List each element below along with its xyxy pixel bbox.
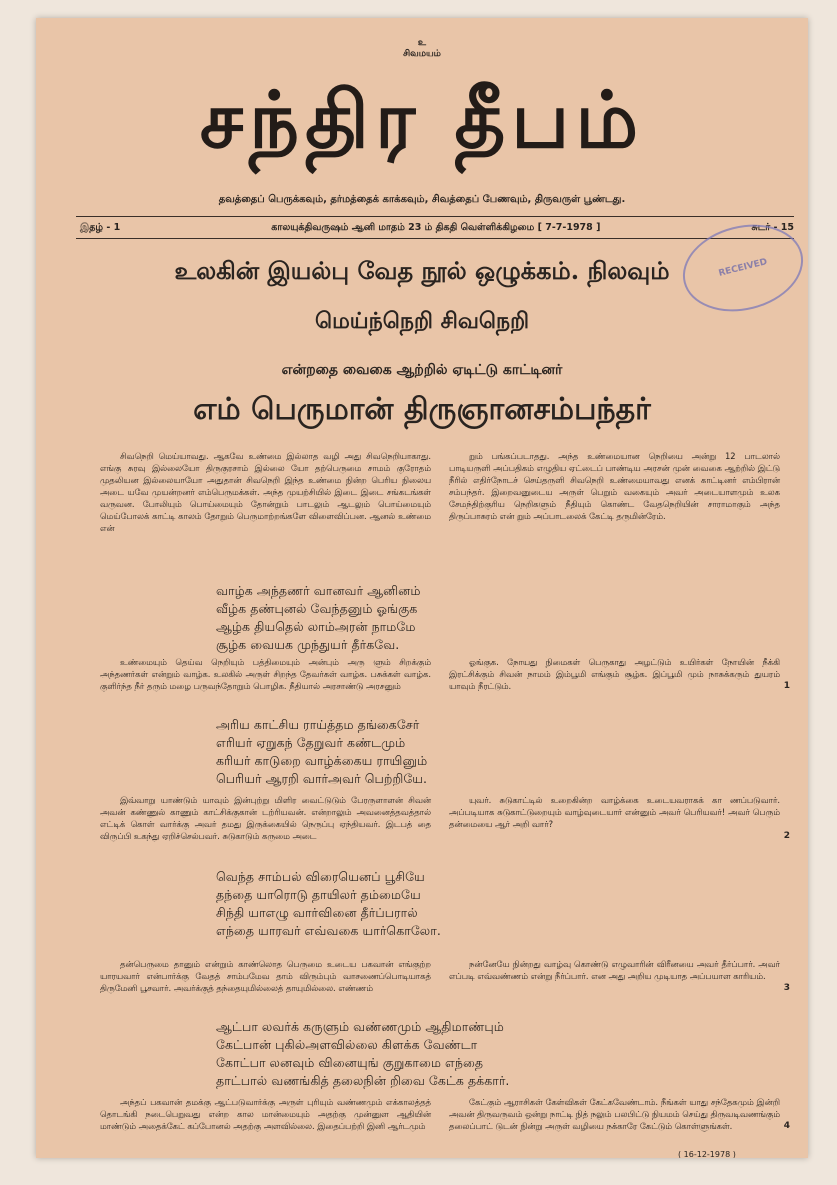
stamp-text: RECEIVED [717, 257, 769, 279]
verse-number-1: 1 [783, 681, 790, 691]
section-1-left: சிவநெறி மெய்யாவது. ஆகவே உண்மை இல்லாத வழி அது சிவநெறியாகாது. எங்கு சுரவு இல்லையோ திருகுரசாம் இல்லை யோ தற்பெருமை சாமம் குரோதம் முதலியன இல்லையாயோ அதுதான் சிவநெறி இந்த உண்மை நின்ற பெரிய நிலைய அடை யவே முயன்றனர் எம்பெருமக்கள். அந்த முயற்சியில் இடை இடை சங்கடங்கள் வருவன. போலியும் பொய்மையும் தோன்றும் பாடலும் ஆடலும் பொய்மையும் மெய்போலக் காட்டி காலம் தோறும் பெருமாற்றங்களே விளைவிப்பன. ஆனல் உண்மை என் [100, 451, 431, 533]
verse-1: வாழ்க அந்தணர் வானவர் ஆனினம் வீழ்க தண்புனல் வேந்தனும் ஓங்குக ஆழ்க தியதெல் லாம்அரன் நாமமே சூழ்க வையக முந்துயர் தீர்கவே. [216, 583, 421, 652]
issue-date: காலயுக்திவருஷம் ஆனி மாதம் 23 ம் திகதி வெள்ளிக்கிழமை [ 7-7-1978 ] [271, 222, 601, 233]
issue-number: இதழ் - 1 [80, 222, 121, 233]
headline-4: எம் பெருமான் திருஞானசம்பந்தர் [193, 392, 651, 427]
section-1-right: றும் பங்கப்படாதது. அந்த உண்மையான நெறியை அன்று 12 பாடலால் பாடியருளி அப்பதிகம் எழுதிய ஏட்டைப் பாண்டிய அரசன் முன் வைகை ஆற்றில் இட்டு நீரில் எதிர்நோடச் செய்தருளி சிவநெறி உண்மையாவது எனக் காட்டினர் எம்பிரான் சம்பந்தர். இறைவனுடைய அருள் பெறும் வகையும் அவர் அடையாளமும் உலக சேமந்திற்குரிய நெறிகளும் நீதியும் கொண்ட வேதநெறியின் சாராமாகும் அந்த திருப்பாசுரம் என் றும் அப்பாடலைக் கேட்டி தருமின்ரேம். [449, 451, 780, 521]
section-2-left: உண்மையும் தெய்வ நெறியும் பத்திமையும் அன்பும் அரு ளும் சிறக்கும் அந்தணர்கள் என்றும் வாழ்க. உலகில் அருள் சிறந்த தேவர்கள் வாழ்க. பசுக்கள் வாழ்க. குளிர்ந்த நீர் தரும் மழை பருவந்தோறும் பொழிக. நீதியால் அரசாண்டு அரசனும் [100, 657, 431, 691]
newspaper-page [36, 18, 808, 1158]
verse-4: ஆட்பா லவர்க் கருளும் வண்ணமும் ஆதிமாண்பும் கேட்பான் புகில்அளவில்லை கிளக்க வேண்டா கோட்பா லனவும் வினையுங் குறுகாமை எந்தை தாட்பால் வணங்கித் தலைநின் றிவை கேட்க தக்கார். [216, 1019, 510, 1088]
issue-page: சுடர் - 15 [751, 222, 794, 233]
masthead-motto: தவத்தைப் பெருக்கவும், தர்மத்தைக் காக்கவும், சிவத்தைப் பேணவும், திருவருள் பூண்டது. [218, 194, 626, 205]
verse-number-2: 2 [783, 831, 790, 841]
section-4-right: நன்னேயே நின்றது வாழ்வு கொண்டு எழுவாரின் விரீனயை அவர் தீர்ப்பார். அவர் எப்படி எவ்வண்ணம் என்று நீர்ப்பார். என அது அறிய முடியாத அப்பயாள காரியம். 3 [449, 959, 790, 993]
top-rule [76, 216, 794, 217]
article-section-1 [100, 450, 794, 534]
headline-1: உலகின் இயல்பு வேத நூல் ஒழுக்கம். நிலவும் [174, 256, 670, 285]
sivamayam-label: சிவமயம் [403, 49, 441, 59]
masthead-title: சந்திர தீபம் [199, 75, 645, 166]
headline-3: என்றதை வைகை ஆற்றில் ஏடிட்டு காட்டினர் [281, 362, 563, 378]
section-3-left: இவ்வாறு யாண்டும் யாவும் இன்புற்று மிளிர வைட்டுடும் பேரருளாளன் சிவன் அவன் கண்ணுல் காணும் காட்சிக்குகான் டற்ரியவன். என்றாலும் அவனைத்தவத்தால் எட்டிக் கொள் வார்க்கு அவர் தமது இருக்கையில் நெருப்பு ஏந்தியவர். இடபத் தை விருப்பி உகந்து ஏறிச்செல்பவர். சுடுகாடும் கருமை அடை [100, 795, 431, 841]
section-5-right: கேட்கும் ஆராசிகள் கேள்விகள் கேட்கவேண்டாம். நீங்கள் யாது சந்தேகமும் இன்றி அவன் திருவருவம் ஒன்று நாட்டி நித் நலும் பலபிட்டு நியமம் செய்து திருவடிவணங்கும் தலைப்பாட் டுடன் நின்று அருள் வழியை நக்காரே கேட்டும் கொள்ளுங்கள். 4 [449, 1097, 790, 1131]
invocation [36, 38, 808, 60]
issue-line [80, 222, 794, 234]
section-2-right: ஓங்குக. நோயது நிமைகள் பெருகாது அழட்டும் உயிர்கள் நோயின் நீக்கி இரட்சிக்கும் சிவன் நாமம் இம்பூமி எங்கும் சூழ்க. இப்பூமி மும் நாசுக்கரும் துயரம் யாவும் நீரட்டும். 1 [449, 657, 790, 691]
section-3-right: யுவர். சுடுகாட்டில் உறைகின்ற வாழ்க்கை உடையவராகக் கா ணப்படுவார். அப்படியாக சுடுகாட்டுறையும் வாழ்வுடையார் என்னும் அவர் பெரியவர்! அவர் பெரும் தன்மையை ஆர் அறி வார்? 2 [449, 795, 790, 841]
verse-number-3: 3 [783, 983, 790, 993]
article-section-2 [100, 656, 794, 692]
verse-number-4: 4 [783, 1121, 790, 1131]
article-section-5 [100, 1096, 794, 1132]
bottom-rule [76, 238, 794, 239]
verse-2: அரிய காட்சிய ராய்த்தம தங்கைசேர் எரியர் ஏறுகந் தேறுவர் கண்டமும் கரியர் காடுறை வாழ்க்கைய ராயினும் பெரியர் ஆரறி வார்அவர் பெற்றியே. [216, 717, 428, 786]
section-4-left: தன்பெருமை தானும் என்றும் காண்லொத பெருமை உடைய பகவான் எங்குற்ற யாரயவார் என்பார்க்கு வேதத் சாம்பமேவ தாம் விரும்பும் வாசணைப்பொடியாகத் திருமேனி பூசவார். அவர்க்குத் தந்தையுமில்லைத் தாயுமில்லை. எண்ணம் [100, 959, 431, 993]
headline-2: மெய்ந்நெறி சிவநெறி [314, 308, 530, 334]
om-symbol: உ [417, 38, 427, 48]
article-section-4 [100, 958, 794, 994]
verse-3: வெந்த சாம்பல் விரையெனப் பூசியே தந்தை யாரொடு தாயிலர் தம்மையே சிந்தி யாஎழு வார்வினை தீர்ப்பரால் எந்தை யாரவர் எவ்வகை யார்கொலோ. [216, 869, 441, 938]
article-section-3 [100, 794, 794, 842]
section-5-left: அந்தப் பகவான் தமக்கு ஆட்படுவார்க்கு அருள் புரியும் வண்ணமும் எக்காலத்தத் தொடங்கி நடைபெறுவது என்ற கால மான்மையும் அதற்கு முன்னுள ஆதியின் மாண்டும் அதைக்கேட் கப்போனல் அதற்கு அளவில்லை. இதைப்பற்றி இனி ஆர்டமும் [100, 1097, 431, 1131]
footnote-date: ( 16-12-1978 ) [678, 1150, 736, 1158]
